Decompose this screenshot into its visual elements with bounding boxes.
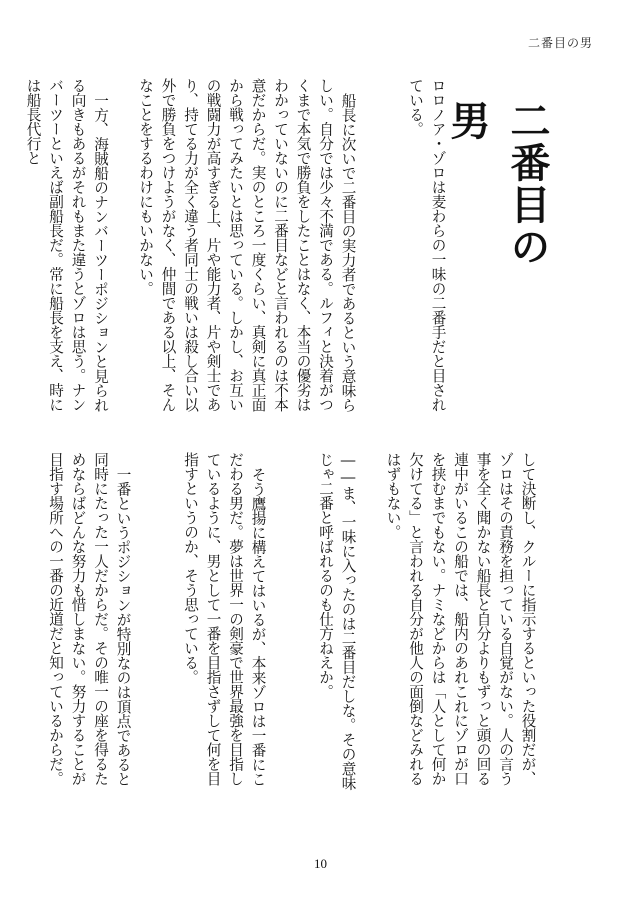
paragraph: そう鷹揚に構えてはいるが、本来ゾロは一番にこだわる男だ。夢は世界一の剣豪で世界最強を目指しているように、男として一番を目指さずして何を目指すというのか、そう思っている。 (182, 452, 267, 786)
text-block-bottom (47, 452, 561, 797)
paragraph: 船長に次いで二番目の実力者であるという意味らしい。自分では少々不満である。ルフィと決着がつくまで本気で勝負をしたことはなく、本当の優劣はわかっていないのに二番目などと言われるのは不本意だからだ。実のところ一度くらい、真剣に真正面から戦ってみたいとは思っている。しかし、お互いの戦闘力が高すぎる上、片や能力者、片や剣士であり、持てる力が全く違う者同士の戦いは殺し合い以外で勝負をつけようがなく、仲間である以上、そんなことをするわけにもいかない。 (137, 78, 357, 412)
paragraph: 一方、海賊船のナンバーツーポジションと見られる向きもあるがそれもまた違うとゾロは思う。ナンバーツーといえば副船長だ。常に船長を支え、時には船長代行と (24, 78, 109, 412)
paragraph: して決断し、クルーに指示するといった役割だが、ゾロはその責務を担っている自覚がない。人の言う事を全く聞かない船長と自分よりもずっと頭の回る連中がいるこの船では、船内のあれこれにゾロが口を挟むまでもない。ナミなどからは「人として何か欠けてる」と言われる自分が他人の面倒などみれるはずもない。 (384, 452, 537, 786)
paragraph: 一番というポジションが特別なのは頂点であると同時にたった一人だからだ。その唯一の座を得るためならばどんな努力も惜しまない。努力することが目指す場所への一番の近道だと知っているからだ。 (47, 452, 132, 786)
page-number: 10 (314, 856, 327, 871)
chapter-title: 二番目の男 (444, 100, 550, 268)
running-header: 二番目の男 (527, 36, 593, 50)
paragraph: ――ま、一味に入ったのは二番目だしな。その意味じゃ二番と呼ばれるのも仕方ねえか。 (317, 452, 357, 791)
intro-paragraph: ロロノア・ゾロは麦わらの一味の二番手だと目されている。 (407, 78, 447, 412)
text-block-top (24, 78, 471, 418)
